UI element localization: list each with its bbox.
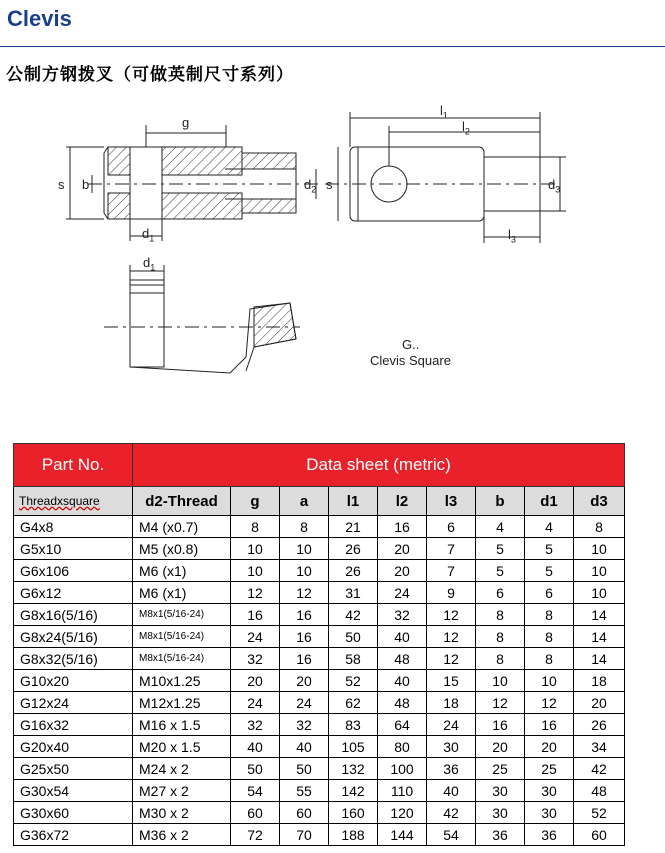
table-cell: 20 <box>476 736 525 758</box>
table-cell: 8 <box>574 516 625 538</box>
table-cell: 58 <box>329 648 378 670</box>
table-cell: 34 <box>574 736 625 758</box>
table-cell: 8 <box>476 626 525 648</box>
table-cell: 8 <box>280 516 329 538</box>
table-cell: 10 <box>231 560 280 582</box>
table-cell: 25 <box>525 758 574 780</box>
table-cell: 14 <box>574 604 625 626</box>
table-cell: G8x16(5/16) <box>14 604 133 626</box>
table-cell: M20 x 1.5 <box>133 736 231 758</box>
table-cell: 120 <box>378 802 427 824</box>
column-header: Threadxsquare <box>14 487 133 516</box>
table-cell: 83 <box>329 714 378 736</box>
table-cell: 10 <box>574 582 625 604</box>
table-cell: 40 <box>427 780 476 802</box>
table-cell: M8x1(5/16-24) <box>133 604 231 626</box>
table-cell: 20 <box>280 670 329 692</box>
table-cell: 60 <box>231 802 280 824</box>
dim-label-d1: $d_1$ <box>142 226 155 244</box>
table-row <box>14 780 625 802</box>
table-header-columns <box>14 487 625 516</box>
table-cell: G5x10 <box>14 538 133 560</box>
table-cell: M27 x 2 <box>133 780 231 802</box>
table-cell: G20x40 <box>14 736 133 758</box>
table-cell: 8 <box>525 626 574 648</box>
data-sheet-header: Data sheet (metric) <box>133 444 625 487</box>
table-cell: M6 (x1) <box>133 560 231 582</box>
side-view <box>325 112 566 243</box>
table-cell: M36 x 2 <box>133 824 231 846</box>
table-cell: G8x24(5/16) <box>14 626 133 648</box>
table-cell: 48 <box>574 780 625 802</box>
table-cell: 10 <box>231 538 280 560</box>
table-cell: 30 <box>476 780 525 802</box>
column-header: l3 <box>427 487 476 516</box>
table-cell: 42 <box>329 604 378 626</box>
table-cell: G16x32 <box>14 714 133 736</box>
table-cell: 12 <box>476 692 525 714</box>
table-cell: 36 <box>525 824 574 846</box>
table-cell: 110 <box>378 780 427 802</box>
table-cell: 64 <box>378 714 427 736</box>
table-cell: 7 <box>427 560 476 582</box>
table-cell: 10 <box>280 560 329 582</box>
table-cell: M8x1(5/16-24) <box>133 648 231 670</box>
table-cell: 8 <box>525 604 574 626</box>
table-cell: 60 <box>280 802 329 824</box>
table-row <box>14 582 625 604</box>
page-subtitle: 公制方钢拨叉（可做英制尺寸系列） <box>6 65 294 85</box>
table-cell: 21 <box>329 516 378 538</box>
table-cell: 24 <box>427 714 476 736</box>
table-cell: G30x54 <box>14 780 133 802</box>
table-cell: M10x1.25 <box>133 670 231 692</box>
table-cell: M24 x 2 <box>133 758 231 780</box>
dim-label-d1-pin: $d_1$ <box>143 255 156 273</box>
table-cell: 20 <box>378 538 427 560</box>
table-row <box>14 560 625 582</box>
table-cell: 10 <box>280 538 329 560</box>
table-cell: 32 <box>378 604 427 626</box>
table-cell: 30 <box>476 802 525 824</box>
table-cell: 14 <box>574 626 625 648</box>
table-cell: 40 <box>378 626 427 648</box>
table-cell: 12 <box>427 604 476 626</box>
table-cell: 50 <box>231 758 280 780</box>
table-cell: G36x72 <box>14 824 133 846</box>
table-cell: 24 <box>231 626 280 648</box>
dim-label-l1: $l_1$ <box>440 103 448 121</box>
table-cell: 30 <box>525 780 574 802</box>
table-header-main <box>14 444 625 487</box>
table-cell: 60 <box>574 824 625 846</box>
table-row <box>14 538 625 560</box>
clevis-data-table <box>13 443 625 846</box>
table-cell: 4 <box>525 516 574 538</box>
section-view <box>66 125 320 241</box>
table-cell: 18 <box>574 670 625 692</box>
table-cell: 10 <box>574 538 625 560</box>
table-cell: G10x20 <box>14 670 133 692</box>
table-cell: G8x32(5/16) <box>14 648 133 670</box>
table-cell: 26 <box>329 560 378 582</box>
column-header: a <box>280 487 329 516</box>
table-cell: 16 <box>378 516 427 538</box>
table-cell: M6 (x1) <box>133 582 231 604</box>
title-divider <box>0 46 665 47</box>
table-cell: 4 <box>476 516 525 538</box>
table-cell: 52 <box>574 802 625 824</box>
table-row <box>14 670 625 692</box>
table-cell: 48 <box>378 692 427 714</box>
table-cell: 10 <box>476 670 525 692</box>
table-cell: M5 (x0.8) <box>133 538 231 560</box>
table-row <box>14 714 625 736</box>
table-cell: 8 <box>231 516 280 538</box>
table-cell: 142 <box>329 780 378 802</box>
table-cell: 24 <box>280 692 329 714</box>
table-cell: 100 <box>378 758 427 780</box>
table-cell: 36 <box>427 758 476 780</box>
table-cell: 20 <box>574 692 625 714</box>
table-row <box>14 648 625 670</box>
table-cell: 32 <box>280 714 329 736</box>
table-cell: 8 <box>476 604 525 626</box>
table-cell: G25x50 <box>14 758 133 780</box>
table-cell: G4x8 <box>14 516 133 538</box>
table-row <box>14 758 625 780</box>
table-cell: 12 <box>280 582 329 604</box>
column-header: b <box>476 487 525 516</box>
table-cell: 6 <box>427 516 476 538</box>
table-cell: 14 <box>574 648 625 670</box>
table-cell: 160 <box>329 802 378 824</box>
caption-name: Clevis Square <box>370 353 451 368</box>
table-cell: G6x12 <box>14 582 133 604</box>
caption-code: G.. <box>402 337 420 352</box>
table-cell: 16 <box>280 626 329 648</box>
table-cell: 132 <box>329 758 378 780</box>
table-cell: 50 <box>329 626 378 648</box>
dim-label-d2: $d_2$ <box>304 177 317 195</box>
table-cell: 40 <box>280 736 329 758</box>
table-row <box>14 626 625 648</box>
column-header: g <box>231 487 280 516</box>
table-row <box>14 692 625 714</box>
table-cell: 12 <box>231 582 280 604</box>
table-cell: 25 <box>476 758 525 780</box>
table-cell: 55 <box>280 780 329 802</box>
table-cell: 24 <box>231 692 280 714</box>
table-row <box>14 802 625 824</box>
dim-label-s: s <box>58 177 65 192</box>
table-cell: M16 x 1.5 <box>133 714 231 736</box>
column-header: d3 <box>574 487 625 516</box>
table-cell: M30 x 2 <box>133 802 231 824</box>
table-cell: 26 <box>329 538 378 560</box>
table-cell: 32 <box>231 648 280 670</box>
table-cell: 54 <box>231 780 280 802</box>
column-header: l1 <box>329 487 378 516</box>
table-cell: 105 <box>329 736 378 758</box>
dim-label-l3: $l_3$ <box>508 227 516 245</box>
table-cell: 20 <box>231 670 280 692</box>
table-cell: M4 (x0.7) <box>133 516 231 538</box>
table-cell: 16 <box>280 648 329 670</box>
table-cell: 16 <box>525 714 574 736</box>
dim-label-b: b <box>82 177 90 192</box>
table-cell: 52 <box>329 670 378 692</box>
page-title: Clevis <box>7 6 72 31</box>
table-cell: 40 <box>231 736 280 758</box>
table-cell: 30 <box>427 736 476 758</box>
table-body <box>14 516 625 846</box>
table-cell: 36 <box>476 824 525 846</box>
table-cell: 15 <box>427 670 476 692</box>
table-cell: 10 <box>574 560 625 582</box>
dim-label-d3: $d_3$ <box>548 177 561 195</box>
table-cell: 50 <box>280 758 329 780</box>
dim-label-l2: $l_2$ <box>462 119 470 137</box>
table-cell: 5 <box>525 560 574 582</box>
table-cell: 80 <box>378 736 427 758</box>
table-cell: 24 <box>378 582 427 604</box>
table-cell: 6 <box>476 582 525 604</box>
dim-label-g: g <box>182 115 190 130</box>
part-no-header: Part No. <box>14 444 133 487</box>
table-row <box>14 516 625 538</box>
table-cell: 12 <box>427 626 476 648</box>
table-cell: 32 <box>231 714 280 736</box>
clevis-drawing-svg <box>0 95 665 435</box>
table-cell: 20 <box>378 560 427 582</box>
dim-label-s-right: s <box>326 177 333 192</box>
table-cell: 5 <box>476 560 525 582</box>
table-cell: 10 <box>525 670 574 692</box>
column-header: d1 <box>525 487 574 516</box>
table-cell: 9 <box>427 582 476 604</box>
table-cell: 16 <box>231 604 280 626</box>
table-cell: M12x1.25 <box>133 692 231 714</box>
table-cell: 12 <box>427 648 476 670</box>
table-cell: 5 <box>476 538 525 560</box>
table-cell: 18 <box>427 692 476 714</box>
table-cell: 16 <box>280 604 329 626</box>
table-cell: 16 <box>476 714 525 736</box>
table-cell: 31 <box>329 582 378 604</box>
table-cell: 62 <box>329 692 378 714</box>
table-cell: 8 <box>476 648 525 670</box>
pin-view <box>104 265 300 373</box>
column-header: d2-Thread <box>133 487 231 516</box>
table-cell: 42 <box>427 802 476 824</box>
table-cell: 30 <box>525 802 574 824</box>
clevis-drawing <box>0 95 665 435</box>
table-cell: G30x60 <box>14 802 133 824</box>
column-header: l2 <box>378 487 427 516</box>
table-cell: 20 <box>525 736 574 758</box>
table-cell: 26 <box>574 714 625 736</box>
table-cell: G12x24 <box>14 692 133 714</box>
table-cell: 8 <box>525 648 574 670</box>
table-row <box>14 736 625 758</box>
table-cell: 7 <box>427 538 476 560</box>
table-cell: M8x1(5/16-24) <box>133 626 231 648</box>
table-cell: 72 <box>231 824 280 846</box>
table-row <box>14 824 625 846</box>
table-cell: G6x106 <box>14 560 133 582</box>
table-row <box>14 604 625 626</box>
table-cell: 70 <box>280 824 329 846</box>
table-cell: 12 <box>525 692 574 714</box>
table-cell: 6 <box>525 582 574 604</box>
table-cell: 54 <box>427 824 476 846</box>
table-cell: 5 <box>525 538 574 560</box>
table-cell: 42 <box>574 758 625 780</box>
table-cell: 144 <box>378 824 427 846</box>
table-cell: 40 <box>378 670 427 692</box>
table-cell: 188 <box>329 824 378 846</box>
table-cell: 48 <box>378 648 427 670</box>
